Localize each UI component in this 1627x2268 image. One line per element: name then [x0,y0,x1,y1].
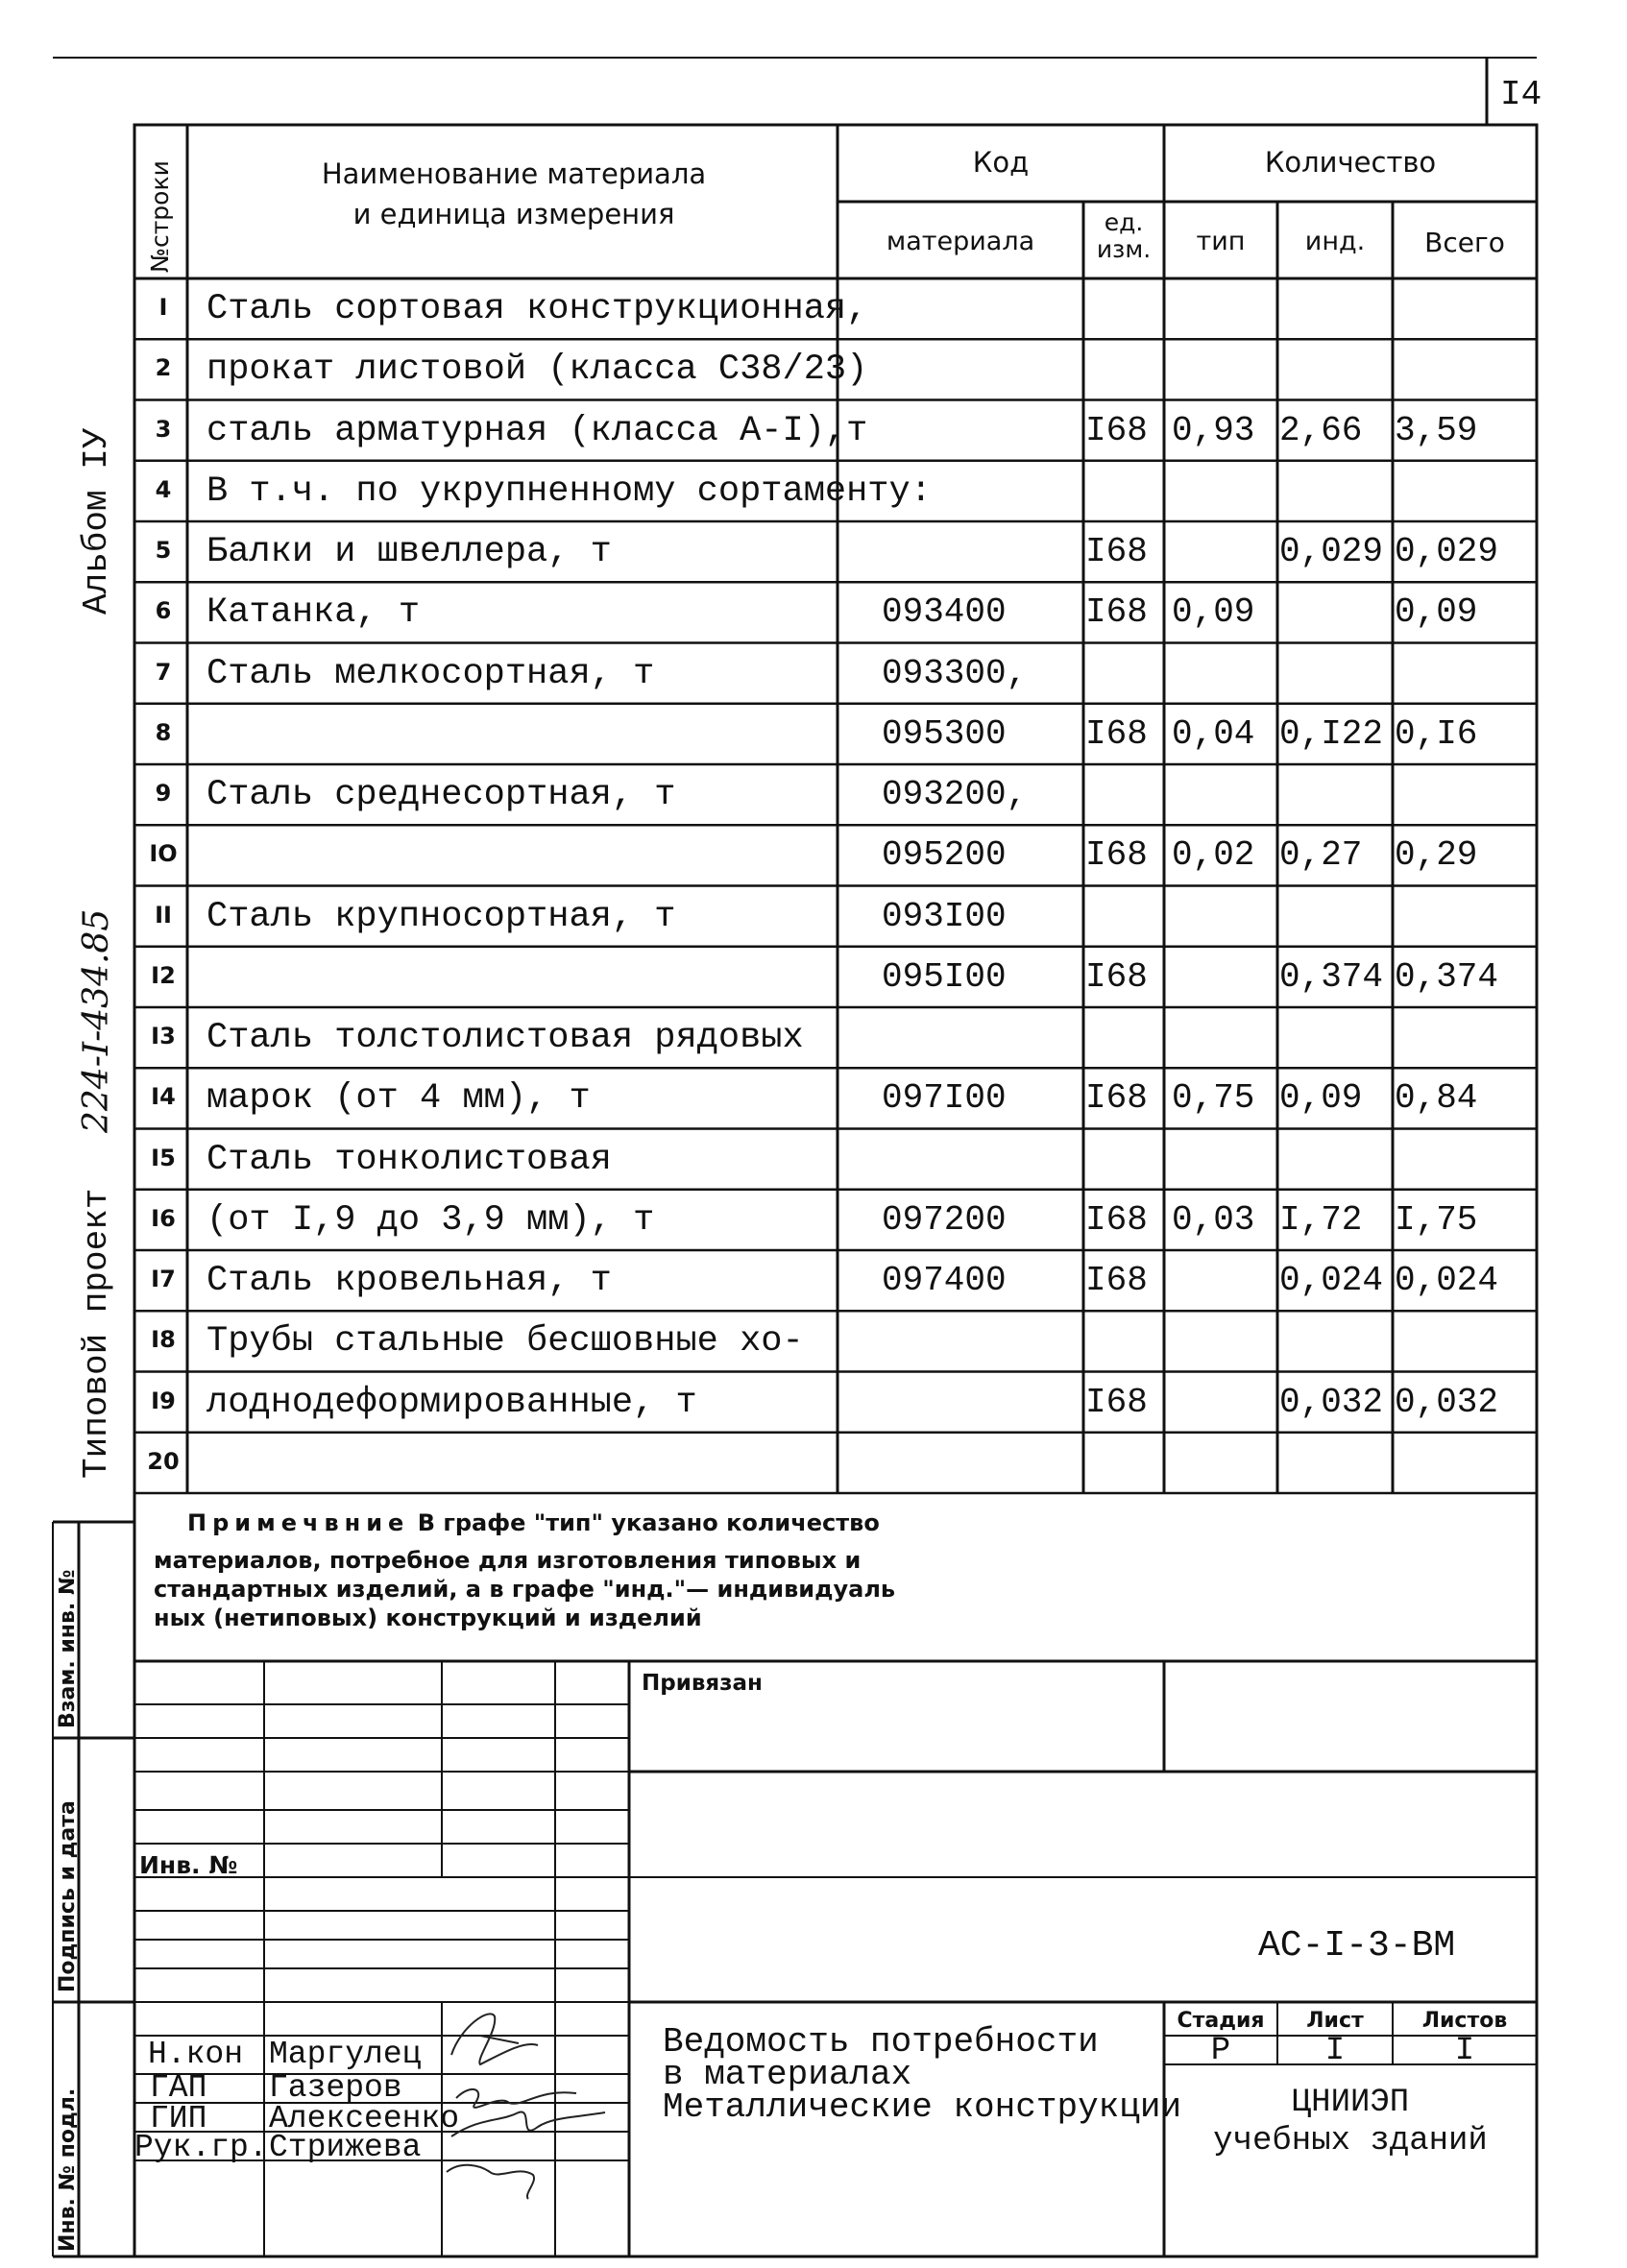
cell-unit: I68 [1085,956,1148,997]
cell-name: Сталь среднесортная, т [206,775,676,815]
row-number: I3 [151,1023,176,1050]
sheet-label: Лист [1306,2009,1364,2033]
cell-name: Балки и швеллера, т [206,532,612,572]
cell-ind: 0,032 [1279,1382,1384,1422]
sheets-value: I [1454,2033,1475,2069]
cell-typ: 0,93 [1172,410,1255,450]
cell-total: I,75 [1395,1199,1478,1240]
cell-total: 0,29 [1395,835,1478,876]
signature-marks [447,2014,605,2199]
stage-label: Стадия [1177,2009,1265,2033]
role-4: Рук.гр. [134,2130,268,2165]
row-number: 3 [155,415,172,443]
cell-total: 3,59 [1395,410,1478,450]
document-code: АС-I-3-ВМ [1258,1925,1456,1966]
title-line-3: Металлические конструкции [663,2087,1182,2127]
note-body [154,1546,895,1632]
material-name-header: Наименование материала и единица измерения [321,157,707,231]
note-line-3: стандартных изделий, а в графе "инд."— индивидуаль [154,1576,896,1603]
row-number: IO [149,840,178,868]
cell-name: Трубы стальные бесшовные хо- [206,1321,804,1363]
cell-name: сталь арматурная (класса А-I),т [206,410,868,451]
cell-code: 097400 [882,1261,1007,1300]
cell-ind: 0,27 [1279,835,1363,876]
cell-name: Сталь тонколистовая [206,1139,612,1180]
cell-ind: 2,66 [1279,410,1363,450]
cell-ind: 0,029 [1279,532,1384,571]
cell-name: (от I,9 до 3,9 мм), т [206,1199,655,1241]
names-column [269,2037,460,2165]
cell-unit: I68 [1085,410,1148,450]
cell-typ: 0,04 [1172,713,1255,754]
row-number: 8 [155,718,172,746]
cell-code: 095I00 [882,956,1007,997]
row-number: 4 [155,475,172,503]
title-line-1: Ведомость потребности [663,2022,1099,2062]
code-header: Код [972,146,1030,179]
cell-typ: 0,02 [1172,835,1255,876]
cell-code: 095300 [882,713,1007,754]
cell-typ: 0,75 [1172,1078,1255,1119]
note-first-line [187,1509,880,1536]
cell-ind: 0,024 [1279,1261,1384,1300]
project-number: 224-I-434.85 [77,908,116,1133]
cell-unit: I68 [1085,835,1148,876]
cell-code: 093300, [882,653,1028,693]
row-number: I7 [151,1266,176,1292]
quantity-header: Количество [1264,146,1437,179]
cell-total: 0,I6 [1395,713,1478,754]
typ-header: тип [1196,227,1246,256]
cell-name: лоднодеформированные, т [206,1382,697,1423]
role-3: ГИП [150,2101,207,2136]
cell-code: 097200 [882,1199,1007,1240]
organization [1164,2084,1537,2160]
cell-unit: I68 [1085,1078,1148,1119]
cell-total: 0,84 [1395,1078,1478,1119]
org-line-1: ЦНИИЭП [1291,2085,1410,2121]
total-header: Всего [1424,227,1505,258]
cell-unit: I68 [1085,713,1148,754]
cell-code: 097I00 [882,1078,1007,1119]
note-line-4: ных (нетиповых) конструкций и изделий [154,1604,702,1631]
cell-total: 0,374 [1395,956,1499,997]
album-label: Альбом IУ [77,427,116,615]
row-number: 6 [155,597,172,625]
cell-unit: I68 [1085,1199,1148,1240]
roles-column [134,2037,268,2165]
inv-orig-label: Инв. № подл. [56,2087,80,2252]
privyazan-label: Привязан [642,1671,763,1696]
person-3-name: Алексеенко [269,2101,460,2136]
cell-name: Сталь сортовая конструкционная, [206,289,868,329]
project-label: Типовой проект [77,1188,116,1479]
person-4-name: Стрижева [269,2130,422,2165]
cell-name: марок (от 4 мм), т [206,1078,591,1120]
person-2-name: Газеров [269,2070,402,2106]
cell-typ: 0,03 [1172,1199,1255,1240]
cell-name: Сталь мелкосортная, т [206,653,655,694]
row-number-header: №строки [146,160,174,273]
cell-name: Сталь кровельная, т [206,1261,612,1301]
row-number: I6 [151,1204,176,1232]
row-number: 5 [155,537,172,564]
cell-total: 0,09 [1395,592,1478,633]
cell-ind: 0,I22 [1279,713,1384,754]
cell-ind: I,72 [1279,1199,1363,1240]
note-title: Примечвние [187,1509,410,1536]
row-number: I5 [151,1144,176,1171]
cell-total: 0,032 [1395,1382,1499,1422]
row-number: 9 [155,780,172,807]
cell-unit: I68 [1085,1382,1148,1422]
cell-unit: I68 [1085,1261,1148,1300]
cell-unit: I68 [1085,532,1148,571]
title-line-2: в материалах [663,2055,912,2094]
cell-typ: 0,09 [1172,592,1255,633]
row-number: 7 [155,658,172,686]
page-number: I4 [1500,75,1542,114]
note-line-2: материалов, потребное для изготовления типовых и [154,1547,862,1574]
row-number: 2 [155,354,172,382]
sign-date-label: Подпись и дата [56,1800,80,1992]
cell-code: 093200, [882,775,1028,814]
cell-name: В т.ч. по укрупненному сортаменту: [206,470,932,512]
cell-unit: I68 [1085,592,1148,633]
cell-code: 093400 [882,592,1007,633]
role-2: ГАП [150,2070,207,2106]
ind-header: инд. [1304,227,1366,256]
unit-header: ед. изм. [1096,208,1152,263]
role-1: Н.кон [148,2037,244,2072]
cell-name: Катанка, т [206,592,421,634]
cell-total: 0,029 [1395,532,1499,571]
cell-ind: 0,09 [1279,1078,1363,1119]
row-number: I [158,294,168,321]
stage-value: Р [1210,2033,1231,2069]
org-line-2: учебных зданий [1213,2123,1488,2159]
cell-name: прокат листовой (класса С38/23) [206,350,868,391]
cell-code: 095200 [882,835,1007,876]
person-1-name: Маргулец [269,2037,422,2072]
cell-code: 093I00 [882,896,1007,936]
cell-name: Сталь толстолистовая рядовых [206,1018,804,1058]
row-number: I4 [151,1083,176,1111]
cell-name: Сталь крупносортная, т [206,896,676,937]
row-number: I8 [151,1326,176,1354]
row-number: II [155,901,172,929]
cell-ind: 0,374 [1279,956,1384,997]
document-title [663,2022,1182,2127]
note-line-1: В графе "тип" указано количество [417,1509,880,1536]
sheets-label: Листов [1421,2009,1508,2033]
row-number: 20 [147,1447,180,1475]
ref-inv-label: Взам. инв. № [56,1569,80,1728]
row-number: I9 [151,1387,176,1414]
cell-total: 0,024 [1395,1261,1499,1300]
row-number: I2 [151,961,176,989]
material-code-header: материала [886,227,1035,256]
inv-number-label: Инв. № [139,1851,238,1879]
sheet-value: I [1324,2033,1346,2069]
